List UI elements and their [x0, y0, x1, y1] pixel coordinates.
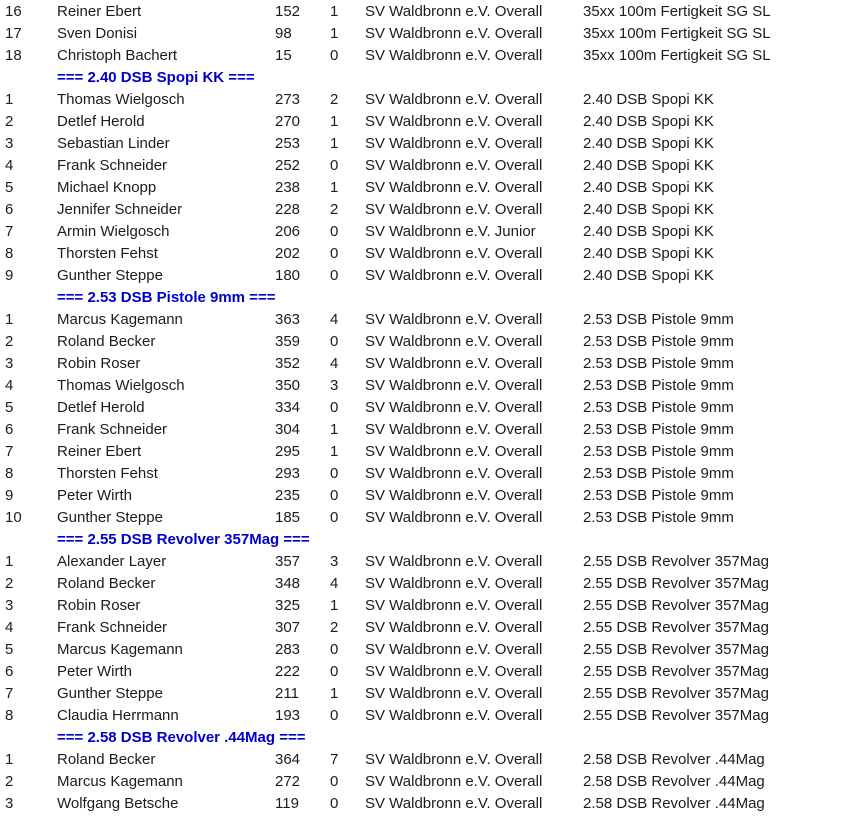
- shooter-name-cell: Thorsten Fehst: [57, 465, 158, 482]
- table-row: [5, 353, 856, 375]
- table-row: [5, 771, 856, 793]
- discipline-cell: 2.53 DSB Pistole 9mm: [583, 399, 734, 416]
- table-row: [5, 243, 856, 265]
- rank-cell: 6: [5, 421, 14, 438]
- x-count-cell: 2: [330, 619, 339, 636]
- table-row: [5, 155, 856, 177]
- discipline-cell: 2.55 DSB Revolver 357Mag: [583, 553, 769, 570]
- score-cell: 235: [275, 487, 301, 504]
- table-row: [5, 309, 856, 331]
- shooter-name-cell: Detlef Herold: [57, 113, 145, 130]
- x-count-cell: 0: [330, 641, 339, 658]
- discipline-cell: 2.53 DSB Pistole 9mm: [583, 311, 734, 328]
- rank-cell: 2: [5, 333, 14, 350]
- x-count-cell: 1: [330, 685, 339, 702]
- rank-cell: 2: [5, 113, 14, 130]
- shooter-name-cell: Alexander Layer: [57, 553, 167, 570]
- table-row: [5, 397, 856, 419]
- shooter-name-cell: Gunther Steppe: [57, 267, 163, 284]
- discipline-cell: 2.40 DSB Spopi KK: [583, 113, 714, 130]
- score-cell: 293: [275, 465, 301, 482]
- club-cell: SV Waldbronn e.V. Overall: [365, 399, 543, 416]
- section-header-spacer: [5, 67, 57, 89]
- score-cell: 364: [275, 751, 301, 768]
- shooter-name-cell: Roland Becker: [57, 333, 156, 350]
- table-row: [5, 45, 856, 67]
- score-cell: 334: [275, 399, 301, 416]
- rank-cell: 2: [5, 773, 14, 790]
- score-cell: 238: [275, 179, 301, 196]
- discipline-cell: 2.53 DSB Pistole 9mm: [583, 487, 734, 504]
- club-cell: SV Waldbronn e.V. Overall: [365, 619, 543, 636]
- club-cell: SV Waldbronn e.V. Overall: [365, 707, 543, 724]
- x-count-cell: 4: [330, 311, 339, 328]
- rank-cell: 17: [5, 25, 22, 42]
- x-count-cell: 1: [330, 179, 339, 196]
- x-count-cell: 7: [330, 751, 339, 768]
- x-count-cell: 0: [330, 47, 339, 64]
- x-count-cell: 0: [330, 245, 339, 262]
- shooter-name-cell: Robin Roser: [57, 597, 141, 614]
- table-row: [5, 683, 856, 705]
- table-row: [5, 661, 856, 683]
- score-cell: 307: [275, 619, 301, 636]
- score-cell: 295: [275, 443, 301, 460]
- rank-cell: 3: [5, 597, 14, 614]
- club-cell: SV Waldbronn e.V. Overall: [365, 311, 543, 328]
- rank-cell: 1: [5, 311, 14, 328]
- table-row: [5, 463, 856, 485]
- x-count-cell: 1: [330, 443, 339, 460]
- table-row: [5, 1, 856, 23]
- score-cell: 283: [275, 641, 301, 658]
- score-cell: 304: [275, 421, 301, 438]
- score-cell: 202: [275, 245, 301, 262]
- discipline-cell: 2.40 DSB Spopi KK: [583, 223, 714, 240]
- club-cell: SV Waldbronn e.V. Junior: [365, 223, 536, 240]
- shooter-name-cell: Frank Schneider: [57, 619, 168, 636]
- shooter-name-cell: Frank Schneider: [57, 421, 168, 438]
- score-cell: 180: [275, 267, 301, 284]
- discipline-cell: 2.40 DSB Spopi KK: [583, 245, 714, 262]
- score-cell: 348: [275, 575, 301, 592]
- shooter-name-cell: Roland Becker: [57, 751, 156, 768]
- x-count-cell: 0: [330, 707, 339, 724]
- shooter-name-cell: Michael Knopp: [57, 179, 157, 196]
- rank-cell: 18: [5, 47, 22, 64]
- club-cell: SV Waldbronn e.V. Overall: [365, 421, 543, 438]
- discipline-cell: 35xx 100m Fertigkeit SG SL: [583, 3, 771, 20]
- table-row: [5, 617, 856, 639]
- club-cell: SV Waldbronn e.V. Overall: [365, 25, 543, 42]
- rank-cell: 6: [5, 201, 14, 218]
- discipline-cell: 2.40 DSB Spopi KK: [583, 179, 714, 196]
- score-cell: 363: [275, 311, 301, 328]
- shooter-name-cell: Reiner Ebert: [57, 3, 142, 20]
- shooter-name-cell: Marcus Kagemann: [57, 773, 183, 790]
- table-row: [5, 199, 856, 221]
- x-count-cell: 1: [330, 597, 339, 614]
- x-count-cell: 1: [330, 25, 339, 42]
- club-cell: SV Waldbronn e.V. Overall: [365, 157, 543, 174]
- shooter-name-cell: Thorsten Fehst: [57, 245, 158, 262]
- rank-cell: 1: [5, 553, 14, 570]
- club-cell: SV Waldbronn e.V. Overall: [365, 465, 543, 482]
- club-cell: SV Waldbronn e.V. Overall: [365, 245, 543, 262]
- rank-cell: 7: [5, 443, 14, 460]
- score-cell: 211: [275, 685, 299, 702]
- discipline-cell: 2.58 DSB Revolver .44Mag: [583, 751, 765, 768]
- x-count-cell: 3: [330, 377, 339, 394]
- x-count-cell: 1: [330, 3, 339, 20]
- shooter-name-cell: Jennifer Schneider: [57, 201, 183, 218]
- club-cell: SV Waldbronn e.V. Overall: [365, 795, 543, 812]
- rank-cell: 4: [5, 157, 14, 174]
- table-row: [5, 23, 856, 45]
- x-count-cell: 0: [330, 223, 339, 240]
- x-count-cell: 0: [330, 663, 339, 680]
- club-cell: SV Waldbronn e.V. Overall: [365, 641, 543, 658]
- shooter-name-cell: Armin Wielgosch: [57, 223, 170, 240]
- rank-cell: 6: [5, 663, 14, 680]
- table-row: [5, 749, 856, 771]
- discipline-cell: 2.55 DSB Revolver 357Mag: [583, 575, 769, 592]
- rank-cell: 7: [5, 223, 14, 240]
- score-cell: 350: [275, 377, 301, 394]
- club-cell: SV Waldbronn e.V. Overall: [365, 113, 543, 130]
- rank-cell: 5: [5, 399, 14, 416]
- discipline-cell: 2.55 DSB Revolver 357Mag: [583, 707, 769, 724]
- discipline-cell: 2.55 DSB Revolver 357Mag: [583, 685, 769, 702]
- rank-cell: 1: [5, 751, 14, 768]
- rank-cell: 8: [5, 707, 14, 724]
- score-cell: 325: [275, 597, 301, 614]
- club-cell: SV Waldbronn e.V. Overall: [365, 685, 543, 702]
- table-row: [5, 133, 856, 155]
- table-row: [5, 265, 856, 287]
- club-cell: SV Waldbronn e.V. Overall: [365, 179, 543, 196]
- club-cell: SV Waldbronn e.V. Overall: [365, 443, 543, 460]
- score-cell: 273: [275, 91, 301, 108]
- section-header-label: === 2.40 DSB Spopi KK ===: [57, 69, 255, 86]
- shooter-name-cell: Robin Roser: [57, 355, 141, 372]
- x-count-cell: 1: [330, 135, 339, 152]
- discipline-cell: 2.53 DSB Pistole 9mm: [583, 443, 734, 460]
- shooter-name-cell: Frank Schneider: [57, 157, 168, 174]
- discipline-cell: 2.40 DSB Spopi KK: [583, 91, 714, 108]
- x-count-cell: 4: [330, 575, 339, 592]
- section-header-spacer: [5, 727, 57, 749]
- rank-cell: 9: [5, 267, 14, 284]
- shooter-name-cell: Sebastian Linder: [57, 135, 170, 152]
- score-cell: 352: [275, 355, 301, 372]
- x-count-cell: 0: [330, 795, 339, 812]
- rank-cell: 5: [5, 179, 14, 196]
- x-count-cell: 0: [330, 157, 339, 174]
- section-header-label: === 2.55 DSB Revolver 357Mag ===: [57, 531, 310, 548]
- club-cell: SV Waldbronn e.V. Overall: [365, 487, 543, 504]
- x-count-cell: 1: [330, 113, 339, 130]
- x-count-cell: 4: [330, 355, 339, 372]
- club-cell: SV Waldbronn e.V. Overall: [365, 201, 543, 218]
- table-row: [5, 331, 856, 353]
- shooter-name-cell: Detlef Herold: [57, 399, 145, 416]
- club-cell: SV Waldbronn e.V. Overall: [365, 553, 543, 570]
- shooter-name-cell: Reiner Ebert: [57, 443, 142, 460]
- discipline-cell: 2.40 DSB Spopi KK: [583, 267, 714, 284]
- table-row: [5, 551, 856, 573]
- club-cell: SV Waldbronn e.V. Overall: [365, 597, 543, 614]
- x-count-cell: 0: [330, 487, 339, 504]
- discipline-cell: 2.40 DSB Spopi KK: [583, 135, 714, 152]
- section-header-row: [5, 529, 856, 551]
- score-cell: 357: [275, 553, 301, 570]
- shooter-name-cell: Peter Wirth: [57, 663, 133, 680]
- discipline-cell: 2.55 DSB Revolver 357Mag: [583, 641, 769, 658]
- section-header-row: [5, 287, 856, 309]
- club-cell: SV Waldbronn e.V. Overall: [365, 135, 543, 152]
- discipline-cell: 2.55 DSB Revolver 357Mag: [583, 663, 769, 680]
- discipline-cell: 2.53 DSB Pistole 9mm: [583, 465, 734, 482]
- rank-cell: 3: [5, 135, 14, 152]
- table-row: [5, 573, 856, 595]
- rank-cell: 4: [5, 377, 14, 394]
- club-cell: SV Waldbronn e.V. Overall: [365, 663, 543, 680]
- table-row: [5, 89, 856, 111]
- table-row: [5, 485, 856, 507]
- score-cell: 272: [275, 773, 301, 790]
- club-cell: SV Waldbronn e.V. Overall: [365, 575, 543, 592]
- section-header-row: [5, 67, 856, 89]
- rank-cell: 1: [5, 91, 14, 108]
- discipline-cell: 2.53 DSB Pistole 9mm: [583, 355, 734, 372]
- club-cell: SV Waldbronn e.V. Overall: [365, 773, 543, 790]
- score-cell: 15: [275, 47, 292, 64]
- score-cell: 98: [275, 25, 292, 42]
- score-cell: 253: [275, 135, 301, 152]
- x-count-cell: 0: [330, 333, 339, 350]
- table-row: [5, 793, 856, 815]
- club-cell: SV Waldbronn e.V. Overall: [365, 3, 543, 20]
- x-count-cell: 2: [330, 91, 339, 108]
- discipline-cell: 2.58 DSB Revolver .44Mag: [583, 795, 765, 812]
- rank-cell: 16: [5, 3, 22, 20]
- x-count-cell: 0: [330, 509, 339, 526]
- table-row: [5, 221, 856, 243]
- table-row: [5, 441, 856, 463]
- score-cell: 222: [275, 663, 301, 680]
- x-count-cell: 0: [330, 773, 339, 790]
- x-count-cell: 0: [330, 267, 339, 284]
- club-cell: SV Waldbronn e.V. Overall: [365, 47, 543, 64]
- shooter-name-cell: Wolfgang Betsche: [57, 795, 179, 812]
- score-cell: 152: [275, 3, 301, 20]
- club-cell: SV Waldbronn e.V. Overall: [365, 377, 543, 394]
- section-header-label: === 2.58 DSB Revolver .44Mag ===: [57, 729, 306, 746]
- discipline-cell: 2.55 DSB Revolver 357Mag: [583, 597, 769, 614]
- x-count-cell: 3: [330, 553, 339, 570]
- shooter-name-cell: Sven Donisi: [57, 25, 138, 42]
- x-count-cell: 1: [330, 421, 339, 438]
- discipline-cell: 35xx 100m Fertigkeit SG SL: [583, 47, 771, 64]
- shooter-name-cell: Thomas Wielgosch: [57, 377, 185, 394]
- rank-cell: 2: [5, 575, 14, 592]
- table-row: [5, 639, 856, 661]
- score-cell: 206: [275, 223, 301, 240]
- table-row: [5, 419, 856, 441]
- rank-cell: 8: [5, 465, 14, 482]
- x-count-cell: 0: [330, 399, 339, 416]
- shooter-name-cell: Gunther Steppe: [57, 509, 163, 526]
- score-cell: 193: [275, 707, 301, 724]
- discipline-cell: 2.40 DSB Spopi KK: [583, 201, 714, 218]
- rank-cell: 4: [5, 619, 14, 636]
- shooter-name-cell: Marcus Kagemann: [57, 641, 183, 658]
- table-row: [5, 705, 856, 727]
- club-cell: SV Waldbronn e.V. Overall: [365, 509, 543, 526]
- club-cell: SV Waldbronn e.V. Overall: [365, 355, 543, 372]
- rank-cell: 8: [5, 245, 14, 262]
- table-row: [5, 507, 856, 529]
- rank-cell: 5: [5, 641, 14, 658]
- club-cell: SV Waldbronn e.V. Overall: [365, 333, 543, 350]
- table-row: [5, 177, 856, 199]
- score-cell: 185: [275, 509, 301, 526]
- shooter-name-cell: Roland Becker: [57, 575, 156, 592]
- club-cell: SV Waldbronn e.V. Overall: [365, 751, 543, 768]
- club-cell: SV Waldbronn e.V. Overall: [365, 91, 543, 108]
- table-row: [5, 595, 856, 617]
- rank-cell: 3: [5, 795, 14, 812]
- score-cell: 270: [275, 113, 301, 130]
- shooter-name-cell: Claudia Herrmann: [57, 707, 179, 724]
- table-row: [5, 111, 856, 133]
- rank-cell: 10: [5, 509, 22, 526]
- shooter-name-cell: Marcus Kagemann: [57, 311, 183, 328]
- table-row: [5, 375, 856, 397]
- score-cell: 359: [275, 333, 301, 350]
- x-count-cell: 2: [330, 201, 339, 218]
- score-cell: 119: [275, 795, 299, 812]
- club-cell: SV Waldbronn e.V. Overall: [365, 267, 543, 284]
- rank-cell: 3: [5, 355, 14, 372]
- discipline-cell: 35xx 100m Fertigkeit SG SL: [583, 25, 771, 42]
- discipline-cell: 2.53 DSB Pistole 9mm: [583, 509, 734, 526]
- score-cell: 228: [275, 201, 301, 218]
- discipline-cell: 2.58 DSB Revolver .44Mag: [583, 773, 765, 790]
- x-count-cell: 0: [330, 465, 339, 482]
- section-header-spacer: [5, 287, 57, 309]
- discipline-cell: 2.53 DSB Pistole 9mm: [583, 377, 734, 394]
- discipline-cell: 2.53 DSB Pistole 9mm: [583, 333, 734, 350]
- score-cell: 252: [275, 157, 301, 174]
- section-header-row: [5, 727, 856, 749]
- shooter-name-cell: Thomas Wielgosch: [57, 91, 185, 108]
- section-header-spacer: [5, 529, 57, 551]
- shooter-name-cell: Christoph Bachert: [57, 47, 178, 64]
- section-header-label: === 2.53 DSB Pistole 9mm ===: [57, 289, 276, 306]
- rank-cell: 9: [5, 487, 14, 504]
- discipline-cell: 2.40 DSB Spopi KK: [583, 157, 714, 174]
- shooter-name-cell: Gunther Steppe: [57, 685, 163, 702]
- discipline-cell: 2.55 DSB Revolver 357Mag: [583, 619, 769, 636]
- discipline-cell: 2.53 DSB Pistole 9mm: [583, 421, 734, 438]
- shooter-name-cell: Peter Wirth: [57, 487, 133, 504]
- rank-cell: 7: [5, 685, 14, 702]
